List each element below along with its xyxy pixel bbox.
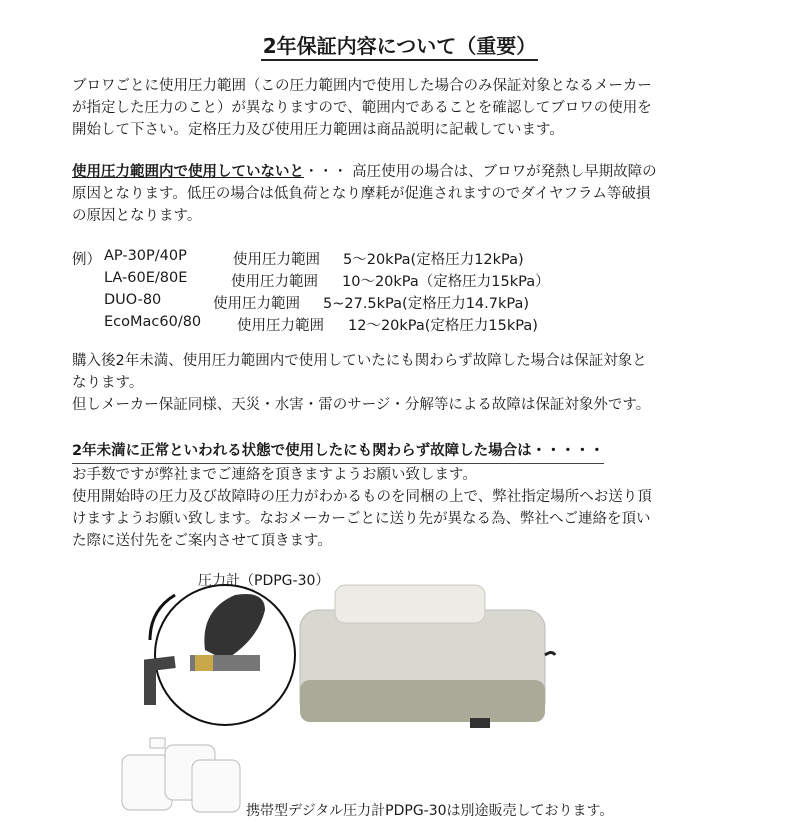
title-text: 2年保証内容について（重要） [261,34,539,61]
example-label: 使用圧力範囲 [213,296,300,312]
text-line: ・・・ 高圧使用の場合は、ブロワが発熱し早期故障の [304,164,657,180]
figure-caption: 携帯型デジタル圧力計PDPG-30は別途販売しております。 [246,803,614,819]
text-line: た際に送付先をご案内させて頂きます。 [72,533,332,549]
text-line: 購入後2年未満、使用圧力範囲内で使用していたにも関わらず故障した場合は保証対象と [72,353,647,369]
warning-heading: 使用圧力範囲内で使用していないと [72,164,304,180]
example-label: 使用圧力範囲 [231,274,318,290]
example-range: 5~27.5kPa(定格圧力14.7kPa) [323,296,530,312]
text-line: 開始して下さい。定格圧力及び使用圧力範囲は商品説明に記載しています。 [72,122,564,138]
pressure-gauge-image [150,585,295,725]
example-prefix: 例） [72,252,101,268]
text-line: が指定した圧力のこと）が異なりますので、範囲内であることを確認してブロワの使用を [72,100,652,116]
example-label: 使用圧力範囲 [237,318,324,334]
example-range: 12～20kPa(定格圧力15kPa) [348,318,538,334]
text-line: の原因となります。 [72,208,202,224]
example-range: 5～20kPa(定格圧力12kPa) [343,252,524,268]
water-tanks-image [122,738,240,812]
text-line: お手数ですが弊社までご連絡を頂きますようお願い致します。 [72,467,477,483]
text-line: 使用開始時の圧力及び故障時の圧力がわかるものを同梱の上で、弊社指定場所へお送り頂 [72,489,652,505]
blower-image [300,585,555,728]
text-line: ブロワごとに使用圧力範囲（この圧力範囲内で使用した場合のみ保証対象となるメーカー [72,78,652,94]
text-line: 但しメーカー保証同様、天災・水害・雷のサージ・分解等による故障は保証対象外です。 [72,397,651,413]
text-line: なります。 [72,375,144,391]
example-model: AP-30P/40P [104,248,187,264]
text-line: 原因となります。低圧の場合は低負荷となり摩耗が促進されますのでダイヤフラム等破損 [72,186,651,202]
example-model: EcoMac60/80 [104,314,202,330]
text-line: けますようお願い致します。なおメーカーごとに送り先が異なる為、弊社へご連絡を頂い [72,511,651,527]
gauge-label: 圧力計（PDPG-30） [198,573,330,589]
example-range: 10～20kPa（定格圧力15kPa） [342,274,550,290]
example-model: LA-60E/80E [104,270,188,286]
example-label: 使用圧力範囲 [233,252,320,268]
procedure-heading: 2年未満に正常といわれる状態で使用したにも関わらず故障した場合は・・・・・ [72,440,604,464]
example-model: DUO-80 [104,292,162,308]
